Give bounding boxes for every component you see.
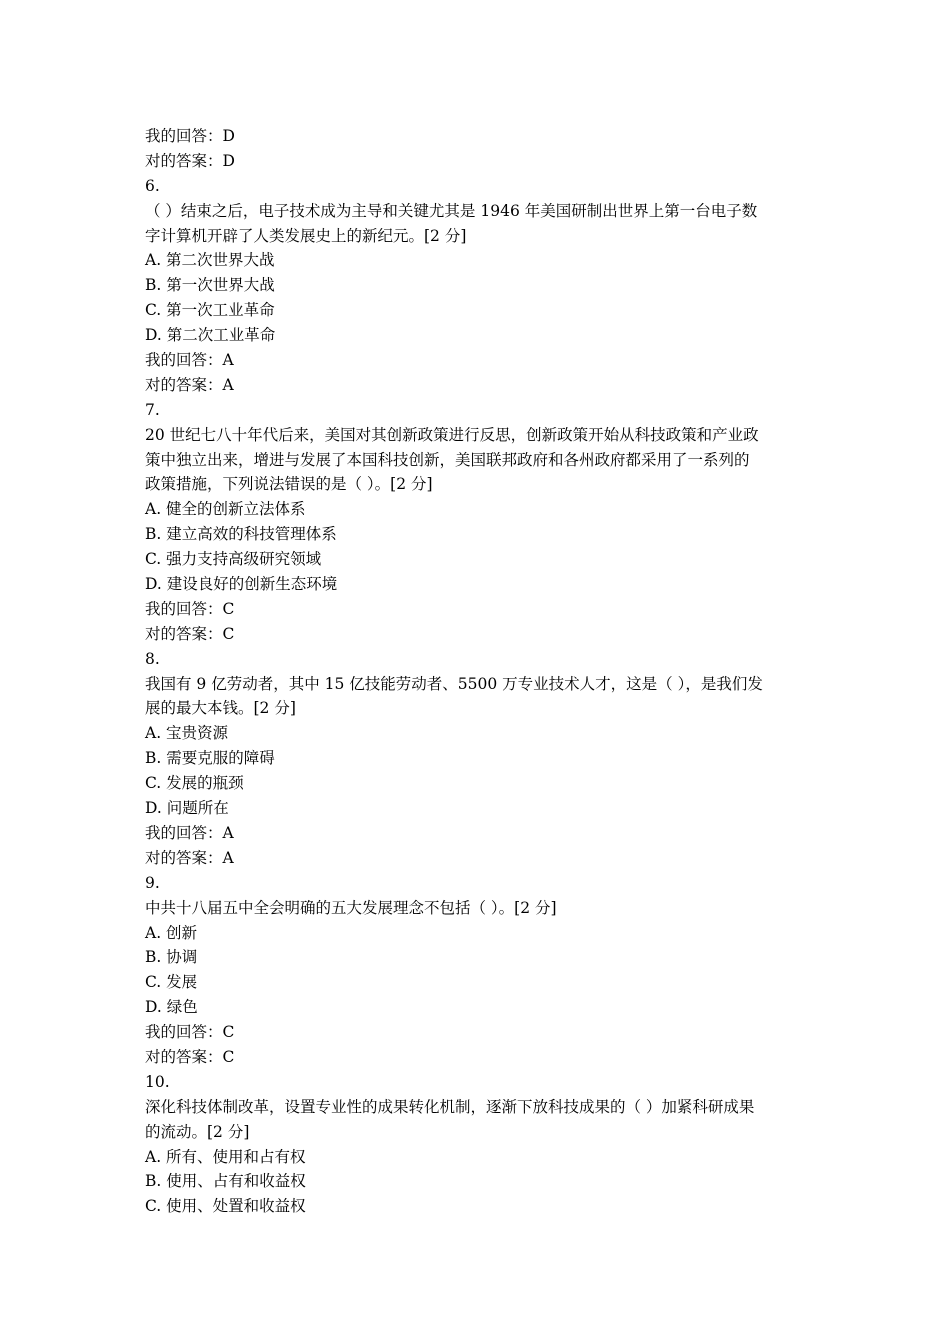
option-a: A. 宝贵资源 bbox=[145, 724, 229, 743]
correct-answer-text: 对的答案：A bbox=[145, 375, 234, 394]
option-d: D. 第二次工业革命 bbox=[145, 326, 276, 345]
question-text-line: 字计算机开辟了人类发展史上的新纪元。[2 分] bbox=[145, 226, 467, 245]
option-d: D. 绿色 bbox=[145, 998, 198, 1017]
question-number: 9. bbox=[145, 873, 160, 892]
question-8 bbox=[145, 647, 815, 871]
question-9 bbox=[145, 871, 815, 1070]
question-6 bbox=[145, 174, 815, 398]
option-c: C. 使用、处置和收益权 bbox=[145, 1197, 306, 1216]
option-b: B. 建立高效的科技管理体系 bbox=[145, 525, 337, 544]
option-b: B. 第一次世界大战 bbox=[145, 276, 275, 295]
question-text-line: 政策措施，下列说法错误的是（ ）。[2 分] bbox=[145, 475, 433, 494]
correct-answer-text: 对的答案：D bbox=[145, 151, 235, 170]
option-c: C. 第一次工业革命 bbox=[145, 301, 275, 320]
question-7 bbox=[145, 398, 815, 647]
option-c: C. 发展 bbox=[145, 973, 198, 992]
question-text-line: 我国有 9 亿劳动者，其中 15 亿技能劳动者、5500 万专业技术人才，这是（ ），是我们发 bbox=[145, 674, 763, 693]
question-number: 7. bbox=[145, 400, 160, 419]
my-answer-text: 我的回答：A bbox=[145, 351, 234, 370]
question-text-line: 深化科技体制改革，设置专业性的成果转化机制，逐渐下放科技成果的（ ）加紧科研成果 bbox=[145, 1097, 755, 1116]
my-answer-text: 我的回答：C bbox=[145, 1023, 235, 1042]
correct-answer-text: 对的答案：C bbox=[145, 1047, 235, 1066]
option-b: B. 使用、占有和收益权 bbox=[145, 1172, 306, 1191]
option-c: C. 强力支持高级研究领域 bbox=[145, 550, 322, 569]
document-page bbox=[145, 124, 815, 1219]
option-c: C. 发展的瓶颈 bbox=[145, 774, 244, 793]
question-text-line: 的流动。[2 分] bbox=[145, 1122, 250, 1141]
my-answer-text: 我的回答：A bbox=[145, 823, 234, 842]
question-10 bbox=[145, 1070, 815, 1219]
correct-answer-text: 对的答案：A bbox=[145, 848, 234, 867]
option-d: D. 建设良好的创新生态环境 bbox=[145, 575, 338, 594]
option-a: A. 所有、使用和占有权 bbox=[145, 1147, 306, 1166]
question-text-line: 20 世纪七八十年代后来，美国对其创新政策进行反思，创新政策开始从科技政策和产业政 bbox=[145, 425, 759, 444]
question-text-line: 展的最大本钱。[2 分] bbox=[145, 699, 296, 718]
option-b: B. 协调 bbox=[145, 948, 198, 967]
option-a: A. 健全的创新立法体系 bbox=[145, 500, 306, 519]
question-number: 6. bbox=[145, 176, 160, 195]
question-number: 8. bbox=[145, 649, 160, 668]
question-text-line: 策中独立出来，增进与发展了本国科技创新，美国联邦政府和各州政府都采用了一系列的 bbox=[145, 450, 750, 469]
question-text-line: （ ）结束之后，电子技术成为主导和关键尤其是 1946 年美国研制出世界上第一台电子数 bbox=[145, 201, 758, 220]
option-a: A. 第二次世界大战 bbox=[145, 251, 275, 270]
option-d: D. 问题所在 bbox=[145, 799, 229, 818]
my-answer-text: 我的回答：D bbox=[145, 127, 235, 145]
my-answer-text: 我的回答：C bbox=[145, 599, 235, 618]
question-text-line: 中共十八届五中全会明确的五大发展理念不包括（ ）。[2 分] bbox=[145, 898, 557, 917]
option-a: A. 创新 bbox=[145, 923, 198, 942]
correct-answer-text: 对的答案：C bbox=[145, 624, 235, 643]
question-number: 10. bbox=[145, 1072, 170, 1091]
option-b: B. 需要克服的障碍 bbox=[145, 749, 275, 768]
